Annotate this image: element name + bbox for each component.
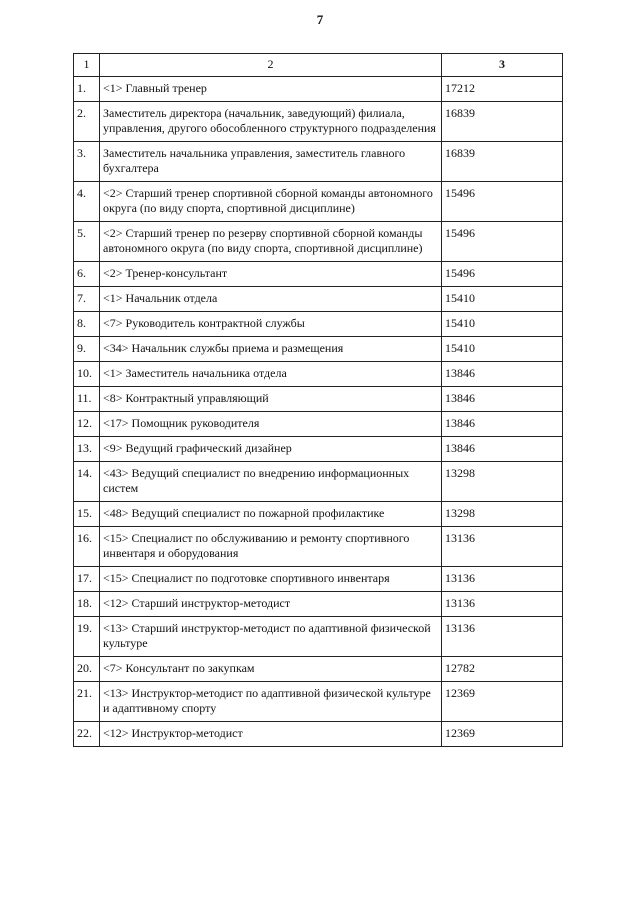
row-number: 9. bbox=[74, 337, 100, 362]
position-title: <13> Инструктор-методист по адаптивной физической культуре и адаптивному спорту bbox=[100, 682, 442, 722]
row-number: 5. bbox=[74, 222, 100, 262]
position-value: 12369 bbox=[442, 722, 563, 747]
position-title: <43> Ведущий специалист по внедрению информационных систем bbox=[100, 462, 442, 502]
position-value: 13846 bbox=[442, 437, 563, 462]
table-row bbox=[74, 287, 563, 312]
position-title: <12> Старший инструктор-методист bbox=[100, 592, 442, 617]
page-number: 7 bbox=[316, 12, 324, 27]
position-value: 12369 bbox=[442, 682, 563, 722]
position-value: 13846 bbox=[442, 362, 563, 387]
position-title: <8> Контрактный управляющий bbox=[100, 387, 442, 412]
position-value: 13136 bbox=[442, 527, 563, 567]
position-value: 15496 bbox=[442, 222, 563, 262]
table-row bbox=[74, 77, 563, 102]
position-value: 15496 bbox=[442, 262, 563, 287]
table-row bbox=[74, 387, 563, 412]
position-value: 15410 bbox=[442, 312, 563, 337]
position-value: 13136 bbox=[442, 567, 563, 592]
row-number: 2. bbox=[74, 102, 100, 142]
position-title: <34> Начальник службы приема и размещения bbox=[100, 337, 442, 362]
row-number: 12. bbox=[74, 412, 100, 437]
position-value: 16839 bbox=[442, 142, 563, 182]
position-title: <7> Консультант по закупкам bbox=[100, 657, 442, 682]
position-title: <2> Старший тренер по резерву спортивной сборной команды автономного округа (по виду спорта, спортивной дисциплине) bbox=[100, 222, 442, 262]
position-value: 13298 bbox=[442, 462, 563, 502]
position-title: <15> Специалист по обслуживанию и ремонту спортивного инвентаря и оборудования bbox=[100, 527, 442, 567]
row-number: 1. bbox=[74, 77, 100, 102]
position-title: Заместитель начальника управления, заместитель главного бухгалтера bbox=[100, 142, 442, 182]
position-title: <9> Ведущий графический дизайнер bbox=[100, 437, 442, 462]
position-value: 13136 bbox=[442, 617, 563, 657]
column-header-3: 3 bbox=[442, 54, 563, 77]
position-title: <1> Начальник отдела bbox=[100, 287, 442, 312]
position-title: <1> Главный тренер bbox=[100, 77, 442, 102]
table-row bbox=[74, 657, 563, 682]
positions-table bbox=[73, 53, 563, 747]
position-value: 16839 bbox=[442, 102, 563, 142]
position-title: <48> Ведущий специалист по пожарной профилактике bbox=[100, 502, 442, 527]
table-row bbox=[74, 262, 563, 287]
table-row bbox=[74, 222, 563, 262]
position-value: 15410 bbox=[442, 337, 563, 362]
position-value: 12782 bbox=[442, 657, 563, 682]
table-row bbox=[74, 412, 563, 437]
row-number: 10. bbox=[74, 362, 100, 387]
position-value: 17212 bbox=[442, 77, 563, 102]
position-value: 13136 bbox=[442, 592, 563, 617]
table-row bbox=[74, 682, 563, 722]
row-number: 20. bbox=[74, 657, 100, 682]
row-number: 15. bbox=[74, 502, 100, 527]
row-number: 3. bbox=[74, 142, 100, 182]
table-row bbox=[74, 437, 563, 462]
row-number: 17. bbox=[74, 567, 100, 592]
table-row bbox=[74, 182, 563, 222]
position-title: <2> Старший тренер спортивной сборной команды автономного округа (по виду спорта, спортивной дисциплине) bbox=[100, 182, 442, 222]
position-title: Заместитель директора (начальник, заведующий) филиала, управления, другого обособленного структурного подразделения bbox=[100, 102, 442, 142]
table-row bbox=[74, 337, 563, 362]
table-row bbox=[74, 722, 563, 747]
table-row bbox=[74, 462, 563, 502]
row-number: 7. bbox=[74, 287, 100, 312]
position-title: <12> Инструктор-методист bbox=[100, 722, 442, 747]
position-title: <13> Старший инструктор-методист по адаптивной физической культуре bbox=[100, 617, 442, 657]
table-row bbox=[74, 142, 563, 182]
row-number: 22. bbox=[74, 722, 100, 747]
row-number: 4. bbox=[74, 182, 100, 222]
column-header-1: 1 bbox=[74, 54, 100, 77]
column-header-2: 2 bbox=[100, 54, 442, 77]
position-title: <7> Руководитель контрактной службы bbox=[100, 312, 442, 337]
row-number: 11. bbox=[74, 387, 100, 412]
position-value: 15410 bbox=[442, 287, 563, 312]
table-body bbox=[74, 54, 563, 747]
position-title: <1> Заместитель начальника отдела bbox=[100, 362, 442, 387]
position-title: <2> Тренер-консультант bbox=[100, 262, 442, 287]
table-row bbox=[74, 502, 563, 527]
position-value: 13846 bbox=[442, 412, 563, 437]
table-row bbox=[74, 527, 563, 567]
row-number: 14. bbox=[74, 462, 100, 502]
row-number: 8. bbox=[74, 312, 100, 337]
row-number: 19. bbox=[74, 617, 100, 657]
table-row bbox=[74, 102, 563, 142]
position-value: 13298 bbox=[442, 502, 563, 527]
table-header-row bbox=[74, 54, 563, 77]
table-row bbox=[74, 362, 563, 387]
table-row bbox=[74, 567, 563, 592]
row-number: 16. bbox=[74, 527, 100, 567]
position-title: <17> Помощник руководителя bbox=[100, 412, 442, 437]
row-number: 6. bbox=[74, 262, 100, 287]
row-number: 21. bbox=[74, 682, 100, 722]
position-value: 15496 bbox=[442, 182, 563, 222]
row-number: 13. bbox=[74, 437, 100, 462]
table-row bbox=[74, 592, 563, 617]
table-row bbox=[74, 617, 563, 657]
position-title: <15> Специалист по подготовке спортивного инвентаря bbox=[100, 567, 442, 592]
row-number: 18. bbox=[74, 592, 100, 617]
position-value: 13846 bbox=[442, 387, 563, 412]
table-row bbox=[74, 312, 563, 337]
